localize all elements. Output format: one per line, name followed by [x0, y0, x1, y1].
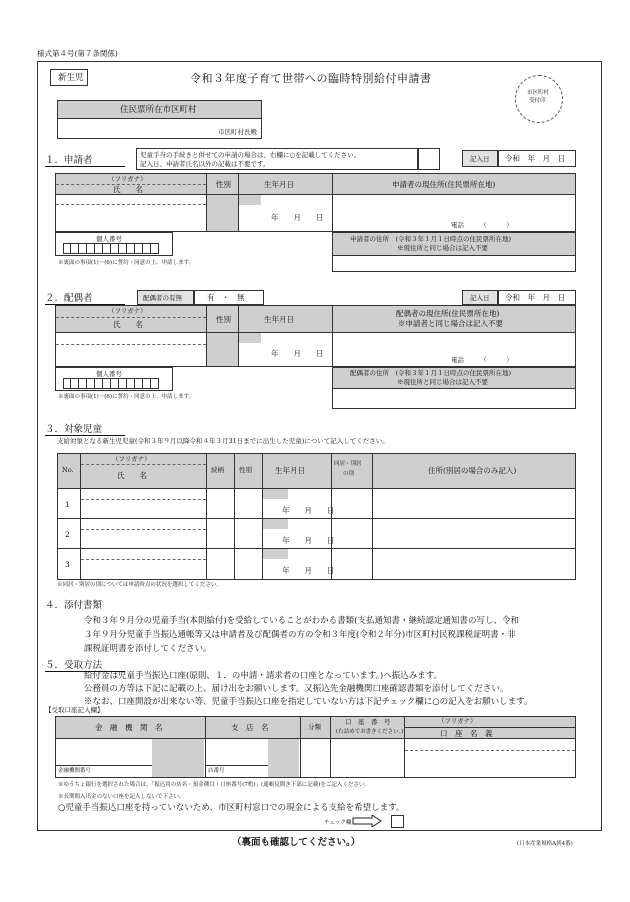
sec2-date-field[interactable]: 令和 年 月 日 [498, 290, 576, 305]
sec1-address2-input[interactable] [332, 256, 576, 272]
newborn-tag: 新生児 [50, 69, 88, 86]
municipality-input[interactable]: 市区町村長殿 [57, 119, 262, 139]
sec1-check-cell[interactable] [418, 148, 440, 170]
sec3-heading: ３．対象児童 [45, 425, 125, 436]
form-number: 様式第４号(第７条関係) [37, 49, 118, 58]
cash-checkbox[interactable] [391, 815, 404, 828]
sec2-mynumber-digits[interactable] [63, 378, 159, 389]
sec2-mynumber: 個人番号 [55, 367, 173, 391]
sec4-heading: ４．添付書類 [45, 600, 103, 611]
application-form-page: 様式第４号(第７条関係) 新生児 令和３年度子育て世帯への臨時特別給付申請書 市区町村 受付印 住民票所在市区町村 市区町村長殿 １．申請者 児童手当の手続きと併せての申請の場合は、右欄に○を記載してください。 記入日、申請者氏名以外の記載は不要です。 記入日 令和 年 月 日 （フリガナ） 氏 名 性別 生年月日 申請者の現住所(住民票所在地) 年 月 日 電話 （ ） 個人番号 申請者の住所 (令和３年１月１日時点の住民票所在地) ※現住所と同じ場合は記入不要 ※裏面の事項(1)～(6)に誓約・同意の上、申請します。 ２．配偶者 配偶者の有無 有 ・ 無 記入日 令和 年 月 日 （フリガナ） 氏 名 性別 生年月日 配偶者の現住所(住民票所在地) ※申請者と同じ場合は記入不要 年 月 日 電話 （ ） 個人番号 配偶者の住所 (令和３年１月１日時点の住民票所在地) ※現住所と同じ場合は記入不要 ※裏面の事項(1)～(6)に誓約・同意の上、申請します。 ３．対象児童 支給対象となる新生児児童(令和３年９月以降令和４年３月31日までに出生した児童)について記入してください。 No. （フリガナ） 氏 名 続柄 性別 生年月日 同居・別居 の別 住所(別居の場合のみ記入) 1 年 月 日 2 年 月 日 3 年 月 日 ※同居・別居の別については申請時点の状況を選択してください。 ４．添付書類 令和３年９月分の児童手当(本則給付)を受給していることがわかる書類(支払通知書・継続認定通知書の写し、令和 ３年９月分児童手当振込通帳等又は申請者及び配偶者の方の令和３年度(令和２年分)市区町村民税課税証明書・非 課税証明書を添付してください。 ５．受取方法 給付金は児童手当振込口座(原則、１．の申請・請求者の口座となっています。)へ振込みます。 公務員の方等は下記に記載の上、届け出をお願いします。又振込先金融機関口座確認書類を添付してください。 ※なお、口座開設が出来ない等、児童手当振込口座を指定していない方は下記チェック欄に○の記入をお願いします。 【受取口座記入欄】 金 融 機 関 名 支 店 名 分類 口 座 番 号 (右詰めでお書きください。) （フリガナ） 口 座 名 義 金融機関番号 店番号 ※ゆうちょ銀行を選択された場合は、「振込用の店名・預金種目・口座番号(7桁)」(通帳見開き下部に記載)をご記入ください。 ※長期間入出金のない口座を記入しないで下さい。 ○児童手当振込口座を持っていないため、市区町村窓口での現金による支給を希望します。 チェック欄 （裏面も確認してください。） (日本産業規格A列4番) [0, 0, 630, 902]
back-notice: （裏面も確認してください。） [232, 837, 361, 848]
arrow-right-icon [352, 815, 382, 827]
sec1-date-label: 記入日 [462, 150, 498, 167]
sec1-note-box: 児童手当の手続きと併せての申請の場合は、右欄に○を記載してください。 記入日、申請者氏名以外の記載は不要です。 [136, 148, 418, 170]
sec1-mynumber: 個人番号 [55, 232, 173, 256]
sec1-date-field[interactable]: 令和 年 月 日 [498, 150, 576, 167]
sec1-mynumber-digits[interactable] [63, 243, 159, 254]
sec2-heading: ２．配偶者 [45, 294, 125, 305]
sec2-address2-input[interactable] [332, 389, 576, 409]
sec1-heading: １．申請者 [45, 156, 125, 167]
form-title: 令和３年度子育て世帯への臨時特別給付申請書 [190, 72, 432, 85]
sec5-heading: ５．受取方法 [45, 661, 125, 672]
spouse-presence[interactable]: 有 ・ 無 [194, 290, 264, 305]
reception-stamp: 市区町村 受付印 [515, 75, 563, 123]
municipality-box: 住民票所在市区町村 [57, 100, 262, 119]
